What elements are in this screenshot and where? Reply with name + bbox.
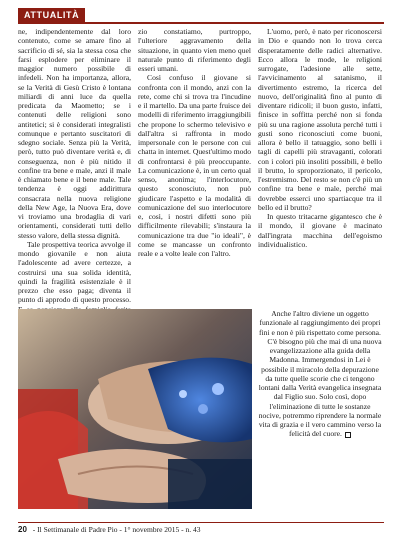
paragraph (258, 337, 382, 439)
column-2 (138, 27, 251, 309)
paragraph: Anche l'altro diviene un oggetto funzionale al raggiungimento dei propri fini e non è più rispettato come persona. (259, 309, 381, 337)
paragraph: Così confuso il giovane si confronta con il mondo, anzi con la rete, come chi si trova tra l'incudine e il martello. Da una parte fruisce dei modelli di riferimento irraggiungibili che propone lo schermo televisivo e dall'altra si raffronta in modo impersonale con le persone con cui chatta in internet. Quest'ultimo modo di confrontarsi è più preoccupante. La comunicazione è, in un certo qual senso, anonima; l'interlocutore, questo sconosciuto, non può giudicare l'aspetto e la modalità di comunicazione del suo interlocutore e, così, i nostri difetti sono più difficilmente rilevabili; s'instaura la comunicazione tra due "io ideali", è come se mancasse un confronto reale e a volte leale con l'altro. (138, 73, 252, 258)
section-tag: ATTUALITÀ (18, 8, 85, 22)
column-1 (18, 27, 131, 309)
page-number: 20 (18, 525, 27, 534)
paragraph: ne, indipendentemente dal loro contenuto, come se amare fino al sacrificio di sé, sia la stessa cosa che farsi esplodere per eliminare il maggior numero possibile di infedeli. Non ha importanza, allora, se la Verità di Gesù Cristo è lontana miliardi di anni luce da quella predicata da Maometto; se i contenuti delle religioni sono antitetici; si è considerati integralisti comunque e pertanto suscitatori di sdegno sociale. Senza più la Verità, però, tutto può diventare verità e, di conseguenza, non è più nitido il confine tra bene e male, anzi il male è chiamato bene e il bene male. Tale tendenza è oggi addirittura consacrata nella nuova religione della New Age, la Nuova Era, dove vi troviamo una brodaglia di vari orientamenti, considerati tutti dello stesso valore, della stessa dignità. (18, 27, 131, 240)
paragraph-text: C'è bisogno più che mai di una nuova evangelizzazione alla guida della Madonna. Immergendosi in Lei è possibile il miracolo della depurazione da tutte quelle scorie che ci tengono lontani dalla Verità evangelica insegnata dal Figlio suo. Solo così, dopo l'eliminazione di tutte le sostanze nocive, potremmo riprendere la normale vita di grazia e il vero cammino verso la felicità del cuore. (258, 336, 382, 439)
column-3-continued (258, 309, 382, 511)
article-photo (18, 309, 252, 509)
footer-text: - Il Settimanale di Padre Pio - 1° novembre 2015 - n. 43 (32, 525, 201, 534)
paragraph: L'uomo, però, è nato per riconoscersi in Dio e quando non lo trova cerca disperatamente delle radici alternative. Ecco allora le mode, le religioni surrogate, l'adesione alle sette, l'avvicinamento al satanismo, il divertimento estremo, la ricerca del nuovo, dell'originalità fino al punto di diventare ridicoli; il buon gusto, infatti, finisce in soffitta perché non si fonda più su una ragione assoluta perché tutti i gusti sono riconosciuti come buoni, allora è bello il tatuaggio, sono belli i tagli di capelli più stravaganti, colorati con i colori più insoliti possibili, è bello il brutto, lo sproporzionato, il pericolo, l'estremismo. Del resto se non c'è più un confine tra bene e male, perché mai dovrebbe esserci uno spartiacque tra il bello ed il brutto? (258, 27, 382, 212)
paragraph: In questo tritacarne gigantesco che è il mondo, il giovane è macinato dall'ingrata macchina dell'egoismo individualistico. (258, 212, 382, 249)
page-footer (18, 522, 384, 536)
header-rule (18, 22, 384, 24)
column-3 (258, 27, 382, 309)
paragraph: Tale prospettiva teorica avvolge il mondo giovanile e non aiuta l'adolescente ad avere certezze, a costruirsi una sua solida identità, quindi la fragilità esistenziale è il prezzo che esso paga; diventa il punto di approdo di questo processo. (18, 239, 131, 305)
paragraph: zio constatiamo, purtroppo, l'ulteriore aggravamento della situazione, in quanto vien meno quel naturale punto di riferimento degli esseri umani. (138, 27, 251, 73)
end-of-article-icon (345, 432, 351, 438)
photo-hands-game-controller-icon (18, 309, 252, 509)
